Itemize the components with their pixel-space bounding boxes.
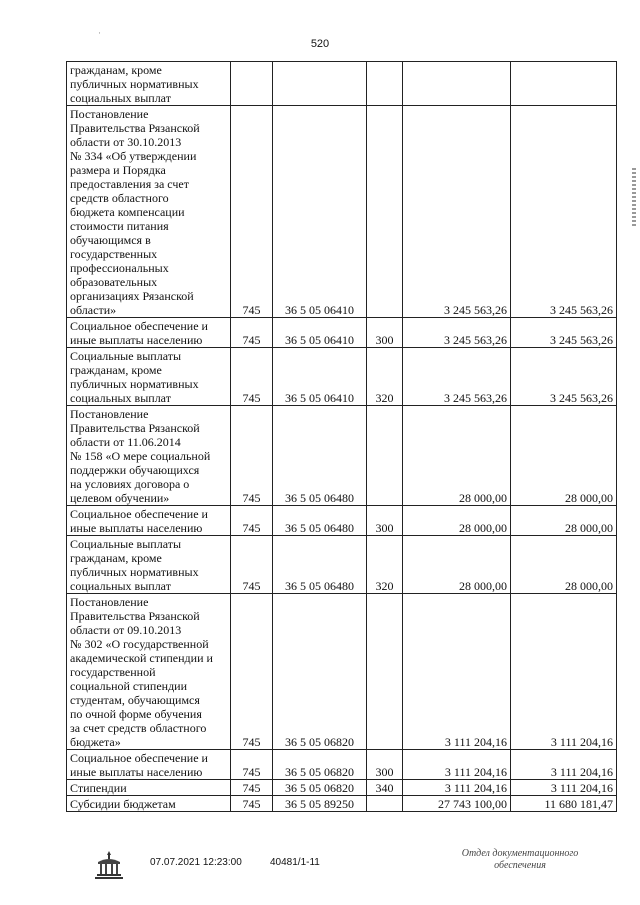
- cell-amount-executed: 11 680 181,47: [511, 796, 617, 812]
- cell-amount-executed: 3 245 563,26: [511, 106, 617, 318]
- scan-corner-mark: ·: [98, 28, 101, 38]
- cell-amount-executed: 3 245 563,26: [511, 348, 617, 406]
- table-row: [67, 348, 617, 406]
- cell-name: Социальные выплаты гражданам, кроме публичных нормативных социальных выплат: [67, 348, 231, 406]
- cell-expense-type: 320: [367, 348, 403, 406]
- cell-amount-executed: 28 000,00: [511, 506, 617, 536]
- table-row: [67, 106, 617, 318]
- cell-amount-approved: 28 000,00: [403, 406, 511, 506]
- cell-expense-type: [367, 406, 403, 506]
- cell-expense-type: [367, 62, 403, 106]
- cell-amount-approved: 3 111 204,16: [403, 594, 511, 750]
- cell-amount-approved: 3 245 563,26: [403, 318, 511, 348]
- footer-doc-number: 40481/1-11: [270, 857, 320, 868]
- cell-ministry-code: 745: [231, 594, 273, 750]
- cell-name: Социальные выплаты гражданам, кроме публичных нормативных социальных выплат: [67, 536, 231, 594]
- cell-ministry-code: 745: [231, 506, 273, 536]
- cell-target-article: 36 5 05 06410: [273, 348, 367, 406]
- stamp-line-1: Отдел документационного: [461, 848, 579, 859]
- cell-name: Социальное обеспечение и иные выплаты населению: [67, 318, 231, 348]
- cell-ministry-code: 745: [231, 796, 273, 812]
- table-row: [67, 750, 617, 780]
- cell-amount-approved: 3 111 204,16: [403, 780, 511, 796]
- cell-expense-type: 340: [367, 780, 403, 796]
- table-row: [67, 780, 617, 796]
- cell-target-article: 36 5 05 06410: [273, 318, 367, 348]
- cell-amount-executed: 28 000,00: [511, 536, 617, 594]
- budget-table: [66, 61, 617, 812]
- cell-name: Социальное обеспечение и иные выплаты населению: [67, 750, 231, 780]
- cell-target-article: 36 5 05 89250: [273, 796, 367, 812]
- stamp-line-2: обеспечения: [494, 860, 546, 871]
- cell-ministry-code: 745: [231, 106, 273, 318]
- cell-target-article: 36 5 05 06820: [273, 750, 367, 780]
- table-row: [67, 536, 617, 594]
- cell-amount-approved: 28 000,00: [403, 506, 511, 536]
- cell-amount-executed: 3 111 204,16: [511, 780, 617, 796]
- cell-amount-approved: 3 245 563,26: [403, 106, 511, 318]
- cell-amount-approved: 28 000,00: [403, 536, 511, 594]
- cell-amount-executed: 3 111 204,16: [511, 594, 617, 750]
- cell-target-article: 36 5 05 06820: [273, 780, 367, 796]
- duma-emblem-icon: [92, 848, 126, 882]
- cell-expense-type: [367, 594, 403, 750]
- cell-expense-type: 300: [367, 750, 403, 780]
- table-row: [67, 318, 617, 348]
- cell-ministry-code: 745: [231, 536, 273, 594]
- cell-target-article: 36 5 05 06410: [273, 106, 367, 318]
- table-row: [67, 406, 617, 506]
- cell-name: Постановление Правительства Рязанской области от 30.10.2013 № 334 «Об утверждении размера и Порядка предоставления за счет средств областного бюджета компенсации стоимости питания обучающимся в государственных профессиональных образовательных организациях Рязанской области»: [67, 106, 231, 318]
- cell-name: Постановление Правительства Рязанской области от 09.10.2013 № 302 «О государственной академической стипендии и государственной социальной стипендии студентам, обучающимся по очной форме обучения за счет средств областного бюджета»: [67, 594, 231, 750]
- cell-ministry-code: 745: [231, 750, 273, 780]
- cell-ministry-code: 745: [231, 406, 273, 506]
- cell-ministry-code: 745: [231, 318, 273, 348]
- cell-expense-type: [367, 796, 403, 812]
- cell-name: Социальное обеспечение и иные выплаты населению: [67, 506, 231, 536]
- cell-name: Субсидии бюджетам: [67, 796, 231, 812]
- cell-amount-approved: 3 111 204,16: [403, 750, 511, 780]
- department-stamp: [450, 848, 590, 872]
- cell-amount-approved: 27 743 100,00: [403, 796, 511, 812]
- cell-name: Постановление Правительства Рязанской области от 11.06.2014 № 158 «О мере социальной поддержки обучающихся на условиях договора о целевом обучении»: [67, 406, 231, 506]
- cell-target-article: 36 5 05 06480: [273, 506, 367, 536]
- cell-ministry-code: 745: [231, 780, 273, 796]
- cell-target-article: [273, 62, 367, 106]
- table-row: [67, 796, 617, 812]
- cell-expense-type: [367, 106, 403, 318]
- table-row: [67, 62, 617, 106]
- cell-amount-approved: 3 245 563,26: [403, 348, 511, 406]
- cell-expense-type: 300: [367, 506, 403, 536]
- cell-amount-executed: 28 000,00: [511, 406, 617, 506]
- cell-amount-executed: 3 245 563,26: [511, 318, 617, 348]
- cell-ministry-code: [231, 62, 273, 106]
- cell-expense-type: 320: [367, 536, 403, 594]
- footer-datetime: 07.07.2021 12:23:00: [150, 857, 242, 868]
- cell-target-article: 36 5 05 06480: [273, 406, 367, 506]
- cell-amount-approved: [403, 62, 511, 106]
- cell-target-article: 36 5 05 06480: [273, 536, 367, 594]
- cell-ministry-code: 745: [231, 348, 273, 406]
- cell-name: Стипендии: [67, 780, 231, 796]
- scan-edge-mark: [632, 168, 636, 228]
- cell-name: гражданам, кроме публичных нормативных социальных выплат: [67, 62, 231, 106]
- cell-amount-executed: 3 111 204,16: [511, 750, 617, 780]
- cell-target-article: 36 5 05 06820: [273, 594, 367, 750]
- cell-expense-type: 300: [367, 318, 403, 348]
- cell-amount-executed: [511, 62, 617, 106]
- table-row: [67, 594, 617, 750]
- table-row: [67, 506, 617, 536]
- page-number: 520: [310, 38, 330, 50]
